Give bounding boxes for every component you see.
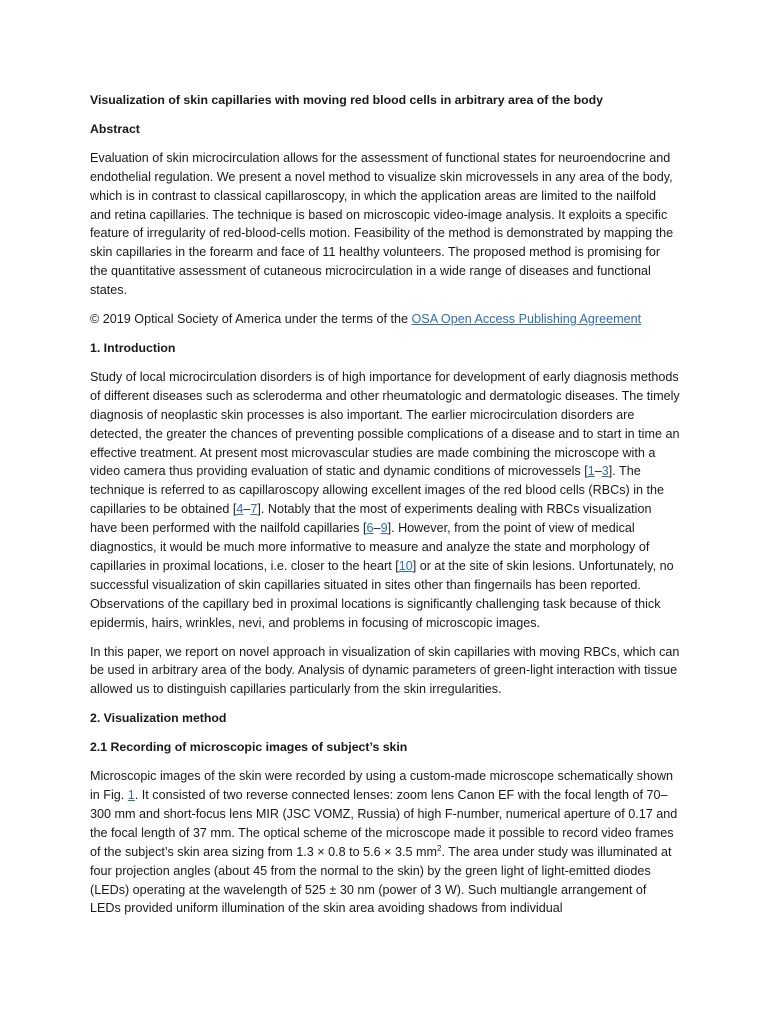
method-heading: 2. Visualization method bbox=[90, 711, 227, 726]
ref-dash: – bbox=[243, 502, 251, 517]
article-page bbox=[90, 91, 680, 918]
ref-link-4[interactable]: 4 bbox=[236, 502, 244, 517]
intro-text-e: ] or at the site of skin lesions. Unfortunately, no successful visualization of skin capillaries situated in sites other than fingernails has been reported. Observations of the capillary bed in proximal locations is significantly challenging task because of thick epidermis, hairs, wrinkles, nevi, and problems in focusing of microscopic images. bbox=[90, 558, 674, 630]
figure-link-1[interactable]: 1 bbox=[127, 788, 135, 802]
method-text-b: . It consisted of two reverse connected lenses: zoom lens Canon EF with the focal length of 70–300 mm and short-focus lens MIR (JSC VOMZ, Russia) of high F-number, numerical aperture of 0.17 and the focal length of 37 mm. The optical scheme of the microscope made it possible to record video frames of the subject’s skin area sizing from 1.3 × 0.8 to 5.6 × 3.5 mm bbox=[90, 788, 678, 859]
copyright-line bbox=[90, 310, 680, 329]
method-text-a: Microscopic images of the skin were recorded by using a custom-made microscope schematically shown in Fig. bbox=[90, 769, 674, 802]
introduction-paragraph-2: In this paper, we report on novel approach in visualization of skin capillaries with moving RBCs, which can be used in arbitrary area of the body. Analysis of dynamic parameters of green-light interaction with tissue allowed us to distinguish capillaries particularly from the skin irregularities. bbox=[90, 644, 680, 697]
article-title: Visualization of skin capillaries with moving red blood cells in arbitrary area of the body bbox=[90, 93, 603, 107]
ref-dash: – bbox=[594, 464, 602, 479]
ref-link-7[interactable]: 7 bbox=[250, 502, 258, 517]
intro-text-d: ]. However, from the point of view of medical diagnostics, it would be much more informative to measure and analyze the state and morphology of capillaries in proximal locations, i.e. closer to the heart [ bbox=[90, 521, 650, 573]
method-paragraph-1 bbox=[90, 767, 680, 918]
intro-text-b: ]. The technique is referred to as capillaroscopy allowing excellent images of the red blood cells (RBCs) in the capillaries to be obtained [ bbox=[90, 464, 665, 517]
ref-link-10[interactable]: 10 bbox=[398, 558, 413, 573]
method-subheading: 2.1 Recording of microscopic images of subject’s skin bbox=[90, 740, 408, 755]
introduction-paragraph-1 bbox=[90, 368, 680, 633]
ref-link-1[interactable]: 1 bbox=[587, 464, 595, 479]
ref-link-6[interactable]: 6 bbox=[366, 521, 374, 536]
copyright-text: © 2019 Optical Society of America under the terms of the bbox=[90, 312, 412, 327]
method-text-c: . The area under study was illuminated at four projection angles (about 45 from the normal to the skin) by the green light of light-emitted diodes (LEDs) operating at the wavelength of 525 ± 30 nm (power of 3 W). Such multiangle arrangement of LEDs provided uniform illumination of the skin area avoiding shadows from individual bbox=[90, 844, 672, 916]
intro-text-a: Study of local microcirculation disorders is of high importance for development of early diagnosis methods of different diseases such as scleroderma and other rheumatologic and dermatologic diseases. The timely diagnosis of neoplastic skin processes is also important. The earlier microcirculation disorders are detected, the greater the chances of preventing possible complications of a disease and to start in time an effective treatment. At present most microvascular studies are made combining the microscope with a video camera thus providing evaluation of static and dynamic conditions of microvessels [ bbox=[90, 369, 680, 479]
ref-link-9[interactable]: 9 bbox=[380, 521, 388, 536]
ref-link-3[interactable]: 3 bbox=[601, 464, 609, 479]
introduction-heading: 1. Introduction bbox=[90, 340, 176, 355]
intro-text-c: ]. Notably that the most of experiments dealing with RBCs visualization have been performed with the nailfold capillaries [ bbox=[90, 502, 652, 536]
abstract-paragraph: Evaluation of skin microcirculation allows for the assessment of functional states for neuroendocrine and endothelial regulation. We present a novel method to visualize skin microvessels in any area of the body, which is in contrast to classical capillaroscopy, in which the application areas are limited to the nailfold and retina capillaries. The technique is based on microscopic video-image analysis. It exploits a specific feature of irregularity of red-blood-cells motion. Feasibility of the method is demonstrated by mapping the skin capillaries in the forearm and face of 11 healthy volunteers. The proposed method is promising for the quantitative assessment of cutaneous microcirculation in a wide range of diseases and functional states. bbox=[90, 150, 674, 298]
abstract-heading: Abstract bbox=[90, 121, 140, 136]
ref-dash: – bbox=[373, 521, 381, 536]
osa-agreement-link[interactable]: OSA Open Access Publishing Agreement bbox=[411, 312, 642, 327]
superscript-2: 2 bbox=[436, 843, 442, 853]
